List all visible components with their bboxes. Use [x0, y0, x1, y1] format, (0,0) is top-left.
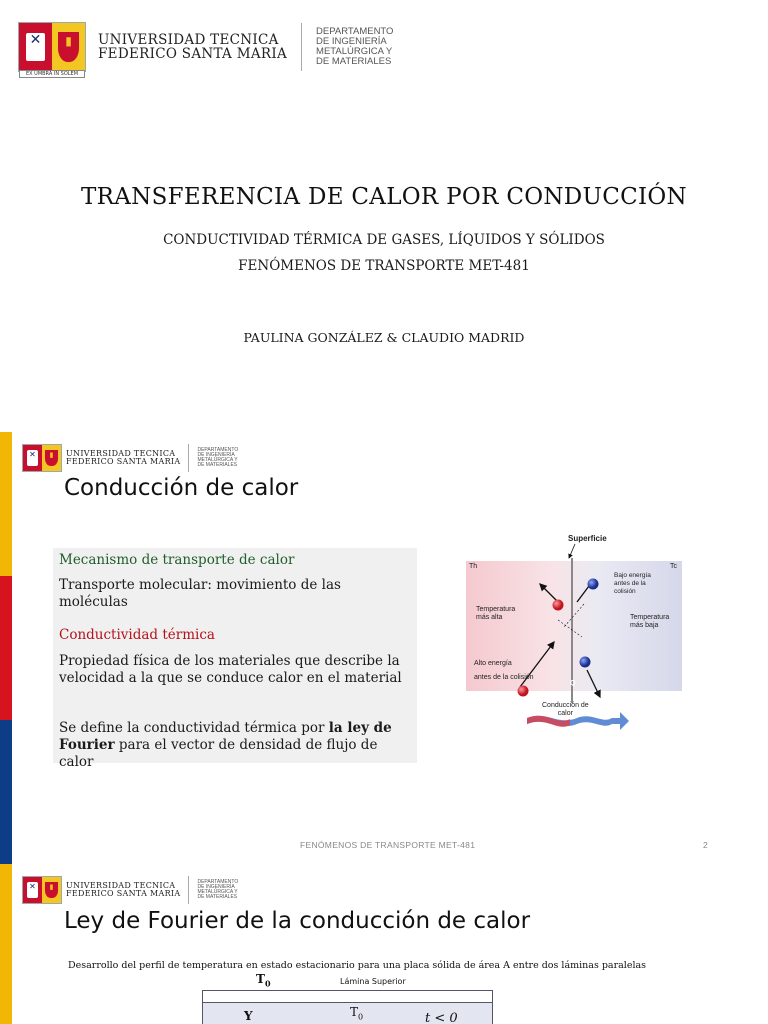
university-header: [22, 444, 238, 472]
slide-heading: Conducción de calor: [64, 475, 299, 501]
t0-inner-subscript: 0: [358, 1012, 364, 1022]
definition-line-2: [59, 737, 411, 771]
low-energy-line2: antes de la: [614, 580, 646, 587]
surface-pointer: [569, 544, 575, 558]
authors: PAULINA GONZÁLEZ & CLAUDIO MADRID: [243, 330, 525, 345]
slide-description: Desarrollo del perfil de temperatura en estado estacionario para una placa sólida de área A entre dos láminas paralelas: [68, 960, 647, 971]
fourier-bold: Fourier: [59, 737, 115, 753]
university-name-line1: UNIVERSIDAD TECNICA: [66, 880, 176, 890]
t0-top-symbol: T: [256, 972, 265, 986]
crest-motto: EX UMBRA IN SOLEM: [19, 70, 85, 78]
temp-low-line2: más baja: [630, 622, 659, 629]
conduction-figure: [462, 532, 702, 732]
department-name: [316, 27, 393, 67]
department-name: [197, 448, 238, 469]
temp-high-line2: más alta: [476, 614, 503, 621]
university-name: [66, 882, 180, 899]
header-divider: [188, 444, 189, 472]
molecule-blue-lower: [580, 657, 591, 668]
slide-heading: Ley de Fourier de la conducción de calor: [64, 908, 531, 934]
side-bar-yellow: [0, 432, 12, 576]
dept-line2: DE INGENIERÍA: [316, 36, 387, 48]
upper-plate-label: Lámina Superior: [340, 977, 406, 986]
side-bar-red: [0, 576, 12, 720]
conductivity-text-1: Propiedad física de los materiales que describe la: [59, 653, 400, 669]
dept-line3: METALÚRGICA Y: [197, 889, 238, 895]
dept-line1: DEPARTAMENTO: [316, 26, 394, 38]
content-slide-conduccion: [0, 432, 768, 864]
footer-course: FENÓMENOS DE TRANSPORTE MET-481: [300, 840, 476, 850]
t0-inner-symbol: T: [350, 1005, 359, 1019]
t0-top-label: [256, 972, 271, 988]
mechanism-text: Transporte molecular: movimiento de las moléculas: [59, 577, 341, 610]
dept-line4: DE MATERIALES: [316, 55, 392, 67]
page-number: 2: [703, 840, 709, 850]
high-energy-label: [474, 660, 534, 682]
university-crest-icon: [18, 22, 86, 77]
y-axis-label: Y: [244, 1009, 253, 1023]
university-crest-icon: [22, 444, 62, 472]
title-slide: [0, 0, 768, 432]
high-energy-line2: antes de la colisión: [474, 674, 534, 681]
dept-line1: DEPARTAMENTO: [197, 878, 239, 885]
temp-high-line1: Temperatura: [476, 606, 516, 613]
th-label: Th: [469, 563, 478, 570]
definition-suffix: para el vector de densidad de flujo de calor: [59, 737, 378, 770]
header-divider: [188, 876, 189, 904]
temp-low-label: [630, 614, 669, 630]
course-name: FENÓMENOS DE TRANSPORTE MET-481: [238, 258, 530, 274]
conduction-line2: calor: [557, 710, 573, 717]
surface-label: Superficie: [568, 534, 607, 543]
conductivity-text-2: velocidad a la que se conduce calor en el material: [59, 670, 402, 686]
university-name-line2: FEDERICO SANTA MARIA: [66, 457, 181, 466]
dept-line4: DE MATERIALES: [197, 894, 238, 901]
dept-line4: DE MATERIALES: [197, 462, 238, 469]
low-energy-line3: colisión: [614, 588, 636, 595]
university-header: [18, 22, 394, 77]
t0-top-subscript: 0: [264, 978, 271, 989]
header-divider: [301, 23, 302, 71]
university-name-line2: FEDERICO SANTA MARIA: [66, 889, 181, 898]
university-name-line2: FEDERICO SANTA MARIA: [98, 46, 288, 62]
dept-line1: DEPARTAMENTO: [197, 446, 239, 453]
side-bar-yellow: [0, 864, 12, 1024]
department-name: [197, 880, 238, 901]
conductivity-title: Conductividad térmica: [59, 627, 215, 643]
content-slide-fourier: [0, 864, 768, 1024]
definition-prefix: Se define la conductividad térmica por: [59, 720, 329, 736]
fourier-law-bold: la ley de: [328, 720, 392, 736]
university-header: [22, 876, 238, 904]
content-box: [53, 548, 417, 770]
conduction-line1: Conducción de: [542, 702, 589, 709]
dept-line3: METALÚRGICA Y: [316, 46, 393, 57]
molecule-red-lower: [518, 686, 529, 697]
upper-plate: [203, 991, 492, 1003]
dept-line2: DE INGENIERÍA: [197, 451, 235, 458]
side-bar-blue: [0, 720, 12, 864]
high-energy-line1: Alto energía: [474, 660, 512, 667]
t0-inner-label: [350, 1005, 363, 1021]
conduction-label: [542, 702, 589, 718]
university-name-line1: UNIVERSIDAD TECNICA: [66, 448, 176, 458]
university-name: [98, 33, 287, 61]
molecule-red-upper: [553, 600, 564, 611]
university-crest-icon: [22, 876, 62, 904]
temp-low-line1: Temperatura: [630, 614, 670, 621]
low-energy-label: [614, 572, 651, 596]
university-name-line1: UNIVERSIDAD TECNICA: [98, 31, 279, 48]
definition-line-1: [59, 720, 411, 737]
q-label: Q: [570, 680, 576, 687]
molecule-blue-upper: [588, 579, 599, 590]
dept-line2: DE INGENIERÍA: [197, 883, 235, 890]
low-energy-line1: Bajo energía: [614, 572, 651, 579]
slide-subtitle: CONDUCTIVIDAD TÉRMICA DE GASES, LÍQUIDOS Y SÓLIDOS: [163, 232, 605, 248]
slide-title: TRANSFERENCIA DE CALOR POR CONDUCCIÓN: [81, 184, 687, 210]
temp-high-label: [476, 606, 515, 622]
mechanism-title: Mecanismo de transporte de calor: [59, 552, 295, 568]
tc-label: Tc: [670, 563, 677, 570]
university-name: [66, 450, 180, 467]
time-condition: t < 0: [425, 1011, 458, 1024]
dept-line3: METALÚRGICA Y: [197, 457, 238, 463]
